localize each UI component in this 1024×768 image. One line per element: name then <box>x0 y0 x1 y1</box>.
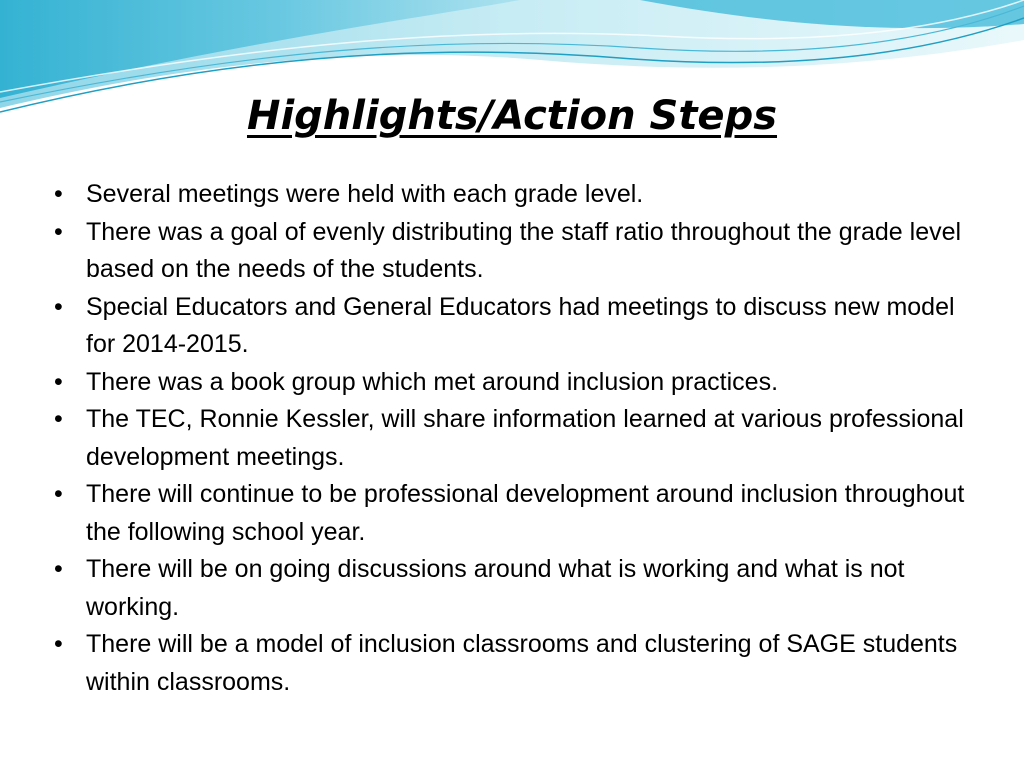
bullet-item <box>54 176 984 214</box>
bullet-text: Special Educators and General Educators had meetings to discuss new model for 2014-2015. <box>86 292 955 358</box>
bullet-item <box>54 364 984 402</box>
bullet-dot: • <box>54 405 63 433</box>
bullet-item <box>54 476 984 551</box>
slide-title <box>0 88 1024 144</box>
bullet-dot: • <box>54 367 63 396</box>
bullet-text: There will continue to be professional development around inclusion throughout the following school year. <box>86 480 965 546</box>
bullet-list <box>54 176 984 701</box>
bullet-item <box>54 214 984 289</box>
bullet-dot: • <box>54 555 63 583</box>
bullet-item <box>54 401 984 476</box>
bullet-item <box>54 626 984 701</box>
slide-title-text: Highlights/Action Steps <box>246 93 778 139</box>
bullet-text: There was a goal of evenly distributing the staff ratio throughout the grade level based on the needs of the students. <box>86 217 962 283</box>
bullet-dot: • <box>54 180 63 208</box>
bullet-dot: • <box>54 630 63 658</box>
bullet-text: There was a book group which met around inclusion practices. <box>86 367 779 396</box>
bullet-dot: • <box>54 217 63 246</box>
bullet-text: Several meetings were held with each grade level. <box>86 180 644 208</box>
bullet-dot: • <box>54 292 63 321</box>
bullet-text: The TEC, Ronnie Kessler, will share information learned at various professional development meetings. <box>86 405 964 471</box>
bullet-dot: • <box>54 480 63 508</box>
bullet-text: There will be on going discussions around what is working and what is not working. <box>86 555 905 621</box>
bullet-text: There will be a model of inclusion classrooms and clustering of SAGE students within classrooms. <box>86 630 958 696</box>
bullet-item <box>54 289 984 364</box>
bullet-item <box>54 551 984 626</box>
